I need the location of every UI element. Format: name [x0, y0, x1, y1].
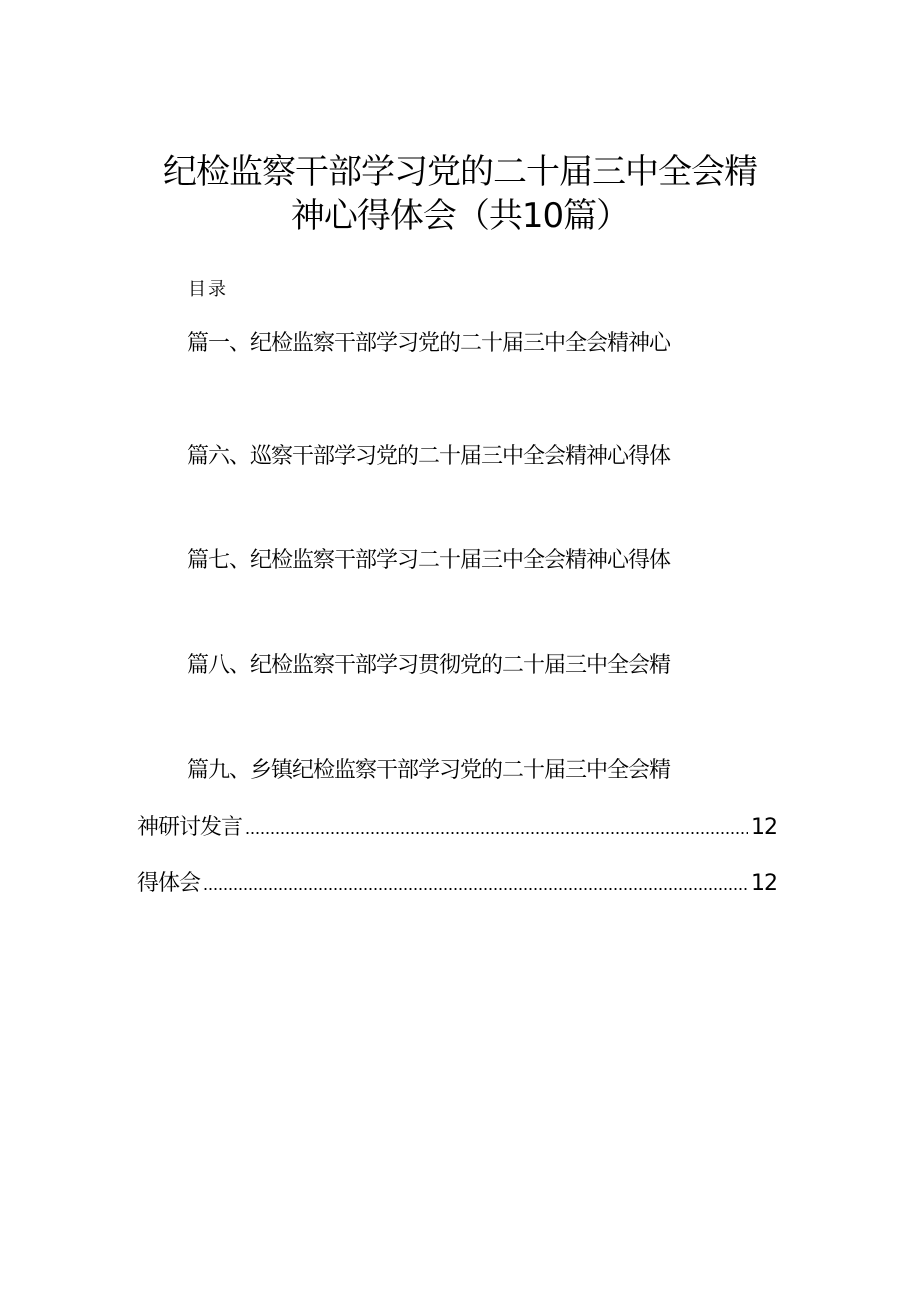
- toc-line: [137, 870, 777, 898]
- dot-leader: [203, 886, 748, 892]
- toc-line-text: 得体会: [137, 871, 201, 896]
- document-title-line-2: 神心得体会（共10篇）: [290, 196, 630, 236]
- document-title-line-1: 纪检监察干部学习党的二十届三中全会精: [163, 152, 757, 192]
- toc-line: [137, 814, 777, 842]
- dot-leader: [245, 830, 748, 836]
- toc-entry: 篇九、乡镇纪检监察干部学习党的二十届三中全会精: [187, 758, 671, 783]
- toc-entry: 篇八、纪检监察干部学习贯彻党的二十届三中全会精: [187, 653, 671, 678]
- toc-entry: 篇六、巡察干部学习党的二十届三中全会精神心得体: [187, 444, 671, 469]
- toc-page-number: 12: [751, 815, 777, 840]
- toc-line-text: 神研讨发言: [137, 815, 243, 840]
- toc-page-number: 12: [751, 871, 777, 896]
- toc-heading: 目录: [188, 279, 228, 300]
- toc-entry: 篇一、纪检监察干部学习党的二十届三中全会精神心: [187, 331, 671, 356]
- toc-entry: 篇七、纪检监察干部学习二十届三中全会精神心得体: [187, 548, 671, 573]
